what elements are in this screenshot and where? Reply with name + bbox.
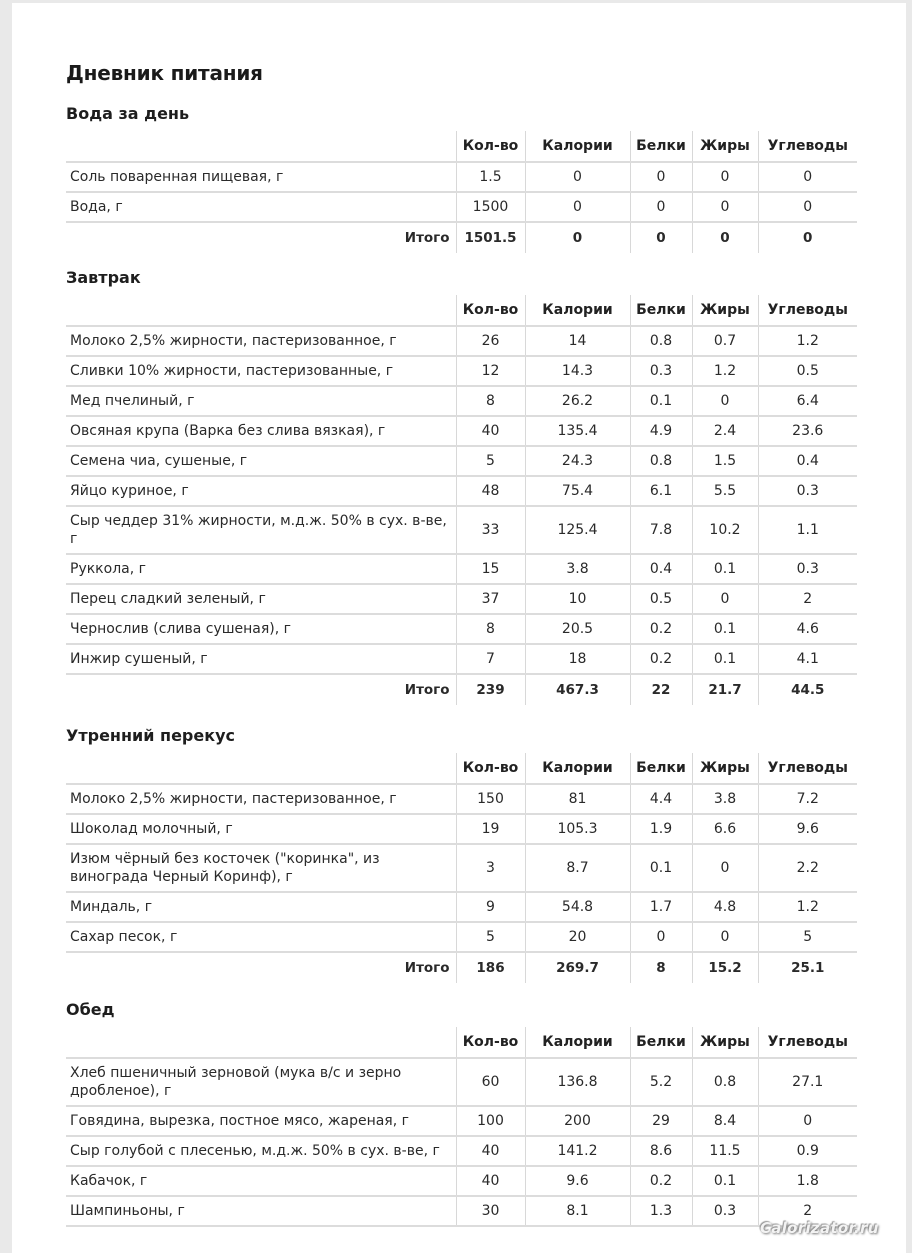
cell-prot: 4.4 xyxy=(630,784,692,814)
cell-fat: 0.1 xyxy=(692,614,758,644)
cell-qty: 9 xyxy=(456,892,525,922)
food-name: Руккола, г xyxy=(66,554,456,584)
food-name: Хлеб пшеничный зерновой (мука в/с и зерно дробленое), г xyxy=(66,1058,456,1106)
table-header-row xyxy=(66,753,857,784)
cell-prot: 5.2 xyxy=(630,1058,692,1106)
food-name: Инжир сушеный, г xyxy=(66,644,456,674)
cell-qty: 5 xyxy=(456,922,525,952)
total-fat: 15.2 xyxy=(692,952,758,983)
cell-cal: 141.2 xyxy=(525,1136,630,1166)
cell-carb: 2.2 xyxy=(758,844,857,892)
table-row xyxy=(66,814,857,844)
cell-carb: 0 xyxy=(758,192,857,222)
cell-carb: 7.2 xyxy=(758,784,857,814)
header-carb: Углеводы xyxy=(758,131,857,162)
cell-fat: 8.4 xyxy=(692,1106,758,1136)
cell-prot: 1.3 xyxy=(630,1196,692,1226)
cell-prot: 0.1 xyxy=(630,844,692,892)
cell-cal: 81 xyxy=(525,784,630,814)
food-name: Перец сладкий зеленый, г xyxy=(66,584,456,614)
cell-cal: 54.8 xyxy=(525,892,630,922)
total-cal: 0 xyxy=(525,222,630,253)
header-cal: Калории xyxy=(525,1027,630,1058)
cell-cal: 18 xyxy=(525,644,630,674)
table-row xyxy=(66,1106,857,1136)
header-prot: Белки xyxy=(630,295,692,326)
cell-qty: 37 xyxy=(456,584,525,614)
cell-carb: 0.3 xyxy=(758,476,857,506)
cell-qty: 1.5 xyxy=(456,162,525,192)
food-name: Молоко 2,5% жирности, пастеризованное, г xyxy=(66,326,456,356)
header-fat: Жиры xyxy=(692,295,758,326)
cell-prot: 0 xyxy=(630,192,692,222)
cell-carb: 0 xyxy=(758,162,857,192)
meal-section xyxy=(66,999,858,1227)
food-name: Шоколад молочный, г xyxy=(66,814,456,844)
header-prot: Белки xyxy=(630,753,692,784)
cell-cal: 136.8 xyxy=(525,1058,630,1106)
cell-fat: 0.8 xyxy=(692,1058,758,1106)
food-name: Шампиньоны, г xyxy=(66,1196,456,1226)
page xyxy=(12,3,906,1253)
cell-carb: 0.9 xyxy=(758,1136,857,1166)
total-qty: 239 xyxy=(456,674,525,705)
cell-carb: 6.4 xyxy=(758,386,857,416)
cell-carb: 0 xyxy=(758,1106,857,1136)
cell-qty: 33 xyxy=(456,506,525,554)
cell-prot: 8.6 xyxy=(630,1136,692,1166)
cell-qty: 150 xyxy=(456,784,525,814)
table-row xyxy=(66,416,857,446)
header-carb: Углеводы xyxy=(758,1027,857,1058)
cell-qty: 60 xyxy=(456,1058,525,1106)
cell-carb: 0.3 xyxy=(758,554,857,584)
header-fat: Жиры xyxy=(692,1027,758,1058)
cell-prot: 0.8 xyxy=(630,326,692,356)
table-row xyxy=(66,356,857,386)
table-row xyxy=(66,1166,857,1196)
cell-fat: 0.1 xyxy=(692,644,758,674)
cell-prot: 0.2 xyxy=(630,644,692,674)
cell-carb: 27.1 xyxy=(758,1058,857,1106)
cell-qty: 15 xyxy=(456,554,525,584)
table-header-row xyxy=(66,1027,857,1058)
header-cal: Калории xyxy=(525,131,630,162)
total-prot: 22 xyxy=(630,674,692,705)
food-name: Вода, г xyxy=(66,192,456,222)
total-qty: 186 xyxy=(456,952,525,983)
food-name: Сыр чеддер 31% жирности, м.д.ж. 50% в сух. в-ве, г xyxy=(66,506,456,554)
table-row xyxy=(66,386,857,416)
cell-qty: 5 xyxy=(456,446,525,476)
food-name: Мед пчелиный, г xyxy=(66,386,456,416)
section-title: Завтрак xyxy=(66,268,141,287)
food-name: Чернослив (слива сушеная), г xyxy=(66,614,456,644)
cell-qty: 40 xyxy=(456,1136,525,1166)
table-row xyxy=(66,326,857,356)
total-carb: 44.5 xyxy=(758,674,857,705)
cell-carb: 2 xyxy=(758,584,857,614)
food-name: Сливки 10% жирности, пастеризованные, г xyxy=(66,356,456,386)
total-label: Итого xyxy=(404,230,450,246)
cell-carb: 4.1 xyxy=(758,644,857,674)
table-row xyxy=(66,644,857,674)
total-qty: 1501.5 xyxy=(456,222,525,253)
cell-fat: 3.8 xyxy=(692,784,758,814)
total-prot: 0 xyxy=(630,222,692,253)
cell-cal: 200 xyxy=(525,1106,630,1136)
cell-qty: 48 xyxy=(456,476,525,506)
table-row xyxy=(66,162,857,192)
cell-fat: 0 xyxy=(692,844,758,892)
cell-cal: 24.3 xyxy=(525,446,630,476)
cell-qty: 19 xyxy=(456,814,525,844)
table-row xyxy=(66,554,857,584)
total-prot: 8 xyxy=(630,952,692,983)
cell-fat: 0 xyxy=(692,192,758,222)
section-title: Вода за день xyxy=(66,104,190,123)
total-fat: 0 xyxy=(692,222,758,253)
cell-fat: 0.1 xyxy=(692,554,758,584)
food-name: Сыр голубой с плесенью, м.д.ж. 50% в сух. в-ве, г xyxy=(66,1136,456,1166)
food-name: Молоко 2,5% жирности, пастеризованное, г xyxy=(66,784,456,814)
cell-cal: 8.7 xyxy=(525,844,630,892)
total-carb: 0 xyxy=(758,222,857,253)
cell-cal: 20 xyxy=(525,922,630,952)
table-header-row xyxy=(66,131,857,162)
cell-cal: 14.3 xyxy=(525,356,630,386)
watermark: Calorizator.ru xyxy=(760,1219,879,1237)
cell-carb: 0.4 xyxy=(758,446,857,476)
total-carb: 25.1 xyxy=(758,952,857,983)
cell-fat: 1.2 xyxy=(692,356,758,386)
cell-carb: 2 xyxy=(758,1196,857,1226)
cell-cal: 20.5 xyxy=(525,614,630,644)
food-name: Сахар песок, г xyxy=(66,922,456,952)
meal-section xyxy=(66,725,858,983)
cell-qty: 30 xyxy=(456,1196,525,1226)
cell-prot: 4.9 xyxy=(630,416,692,446)
header-cal: Калории xyxy=(525,295,630,326)
total-row xyxy=(66,952,857,983)
cell-fat: 10.2 xyxy=(692,506,758,554)
cell-carb: 23.6 xyxy=(758,416,857,446)
section-title: Утренний перекус xyxy=(66,726,235,745)
cell-fat: 0.1 xyxy=(692,1166,758,1196)
cell-prot: 0.5 xyxy=(630,584,692,614)
cell-prot: 0 xyxy=(630,922,692,952)
table-row xyxy=(66,922,857,952)
cell-prot: 0 xyxy=(630,162,692,192)
cell-prot: 0.4 xyxy=(630,554,692,584)
cell-fat: 2.4 xyxy=(692,416,758,446)
header-fat: Жиры xyxy=(692,753,758,784)
total-cal: 467.3 xyxy=(525,674,630,705)
food-name: Изюм чёрный без косточек ("коринка", из винограда Черный Коринф), г xyxy=(66,844,456,892)
header-name xyxy=(66,1027,456,1058)
cell-prot: 0.2 xyxy=(630,614,692,644)
table-row xyxy=(66,1058,857,1106)
header-carb: Углеводы xyxy=(758,753,857,784)
cell-fat: 0.3 xyxy=(692,1196,758,1226)
cell-cal: 8.1 xyxy=(525,1196,630,1226)
cell-prot: 29 xyxy=(630,1106,692,1136)
cell-fat: 0 xyxy=(692,162,758,192)
food-name: Соль поваренная пищевая, г xyxy=(66,162,456,192)
cell-prot: 0.8 xyxy=(630,446,692,476)
cell-fat: 11.5 xyxy=(692,1136,758,1166)
cell-fat: 0.7 xyxy=(692,326,758,356)
header-carb: Углеводы xyxy=(758,295,857,326)
cell-cal: 3.8 xyxy=(525,554,630,584)
food-name: Овсяная крупа (Варка без слива вязкая), г xyxy=(66,416,456,446)
meal-table xyxy=(66,1027,857,1227)
cell-cal: 105.3 xyxy=(525,814,630,844)
cell-qty: 7 xyxy=(456,644,525,674)
meal-section xyxy=(66,103,858,253)
cell-qty: 8 xyxy=(456,614,525,644)
header-name xyxy=(66,295,456,326)
total-label: Итого xyxy=(404,682,450,698)
cell-carb: 1.2 xyxy=(758,892,857,922)
header-name xyxy=(66,753,456,784)
table-row xyxy=(66,192,857,222)
table-row xyxy=(66,614,857,644)
cell-prot: 1.7 xyxy=(630,892,692,922)
table-row xyxy=(66,892,857,922)
food-name: Кабачок, г xyxy=(66,1166,456,1196)
cell-prot: 0.1 xyxy=(630,386,692,416)
cell-cal: 125.4 xyxy=(525,506,630,554)
cell-prot: 0.3 xyxy=(630,356,692,386)
cell-cal: 135.4 xyxy=(525,416,630,446)
table-row xyxy=(66,1196,857,1226)
table-row xyxy=(66,476,857,506)
cell-carb: 1.1 xyxy=(758,506,857,554)
total-row xyxy=(66,222,857,253)
header-fat: Жиры xyxy=(692,131,758,162)
food-name: Миндаль, г xyxy=(66,892,456,922)
food-name: Говядина, вырезка, постное мясо, жареная, г xyxy=(66,1106,456,1136)
meal-table xyxy=(66,131,857,253)
table-row xyxy=(66,1136,857,1166)
meal-table xyxy=(66,753,857,983)
cell-cal: 75.4 xyxy=(525,476,630,506)
header-qty: Кол-во xyxy=(456,753,525,784)
cell-cal: 14 xyxy=(525,326,630,356)
header-qty: Кол-во xyxy=(456,131,525,162)
meal-table xyxy=(66,295,857,705)
table-header-row xyxy=(66,295,857,326)
cell-qty: 8 xyxy=(456,386,525,416)
cell-qty: 12 xyxy=(456,356,525,386)
cell-fat: 0 xyxy=(692,584,758,614)
cell-prot: 0.2 xyxy=(630,1166,692,1196)
cell-qty: 100 xyxy=(456,1106,525,1136)
table-row xyxy=(66,784,857,814)
cell-carb: 9.6 xyxy=(758,814,857,844)
cell-cal: 10 xyxy=(525,584,630,614)
cell-carb: 1.2 xyxy=(758,326,857,356)
food-name: Семена чиа, сушеные, г xyxy=(66,446,456,476)
cell-carb: 0.5 xyxy=(758,356,857,386)
cell-carb: 1.8 xyxy=(758,1166,857,1196)
table-row xyxy=(66,844,857,892)
cell-qty: 3 xyxy=(456,844,525,892)
cell-cal: 0 xyxy=(525,192,630,222)
header-name xyxy=(66,131,456,162)
cell-qty: 40 xyxy=(456,416,525,446)
cell-carb: 4.6 xyxy=(758,614,857,644)
food-name: Яйцо куриное, г xyxy=(66,476,456,506)
table-row xyxy=(66,446,857,476)
total-fat: 21.7 xyxy=(692,674,758,705)
header-cal: Калории xyxy=(525,753,630,784)
header-prot: Белки xyxy=(630,131,692,162)
table-row xyxy=(66,584,857,614)
cell-fat: 6.6 xyxy=(692,814,758,844)
cell-cal: 9.6 xyxy=(525,1166,630,1196)
cell-qty: 26 xyxy=(456,326,525,356)
header-qty: Кол-во xyxy=(456,1027,525,1058)
cell-qty: 40 xyxy=(456,1166,525,1196)
cell-cal: 26.2 xyxy=(525,386,630,416)
table-row xyxy=(66,506,857,554)
cell-fat: 1.5 xyxy=(692,446,758,476)
cell-fat: 4.8 xyxy=(692,892,758,922)
cell-fat: 0 xyxy=(692,922,758,952)
cell-prot: 6.1 xyxy=(630,476,692,506)
header-prot: Белки xyxy=(630,1027,692,1058)
cell-cal: 0 xyxy=(525,162,630,192)
total-cal: 269.7 xyxy=(525,952,630,983)
page-title: Дневник питания xyxy=(66,61,263,85)
cell-prot: 7.8 xyxy=(630,506,692,554)
section-title: Обед xyxy=(66,1000,115,1019)
meal-section xyxy=(66,267,858,705)
cell-fat: 0 xyxy=(692,386,758,416)
total-row xyxy=(66,674,857,705)
cell-qty: 1500 xyxy=(456,192,525,222)
cell-fat: 5.5 xyxy=(692,476,758,506)
cell-prot: 1.9 xyxy=(630,814,692,844)
header-qty: Кол-во xyxy=(456,295,525,326)
cell-carb: 5 xyxy=(758,922,857,952)
total-label: Итого xyxy=(404,960,450,976)
